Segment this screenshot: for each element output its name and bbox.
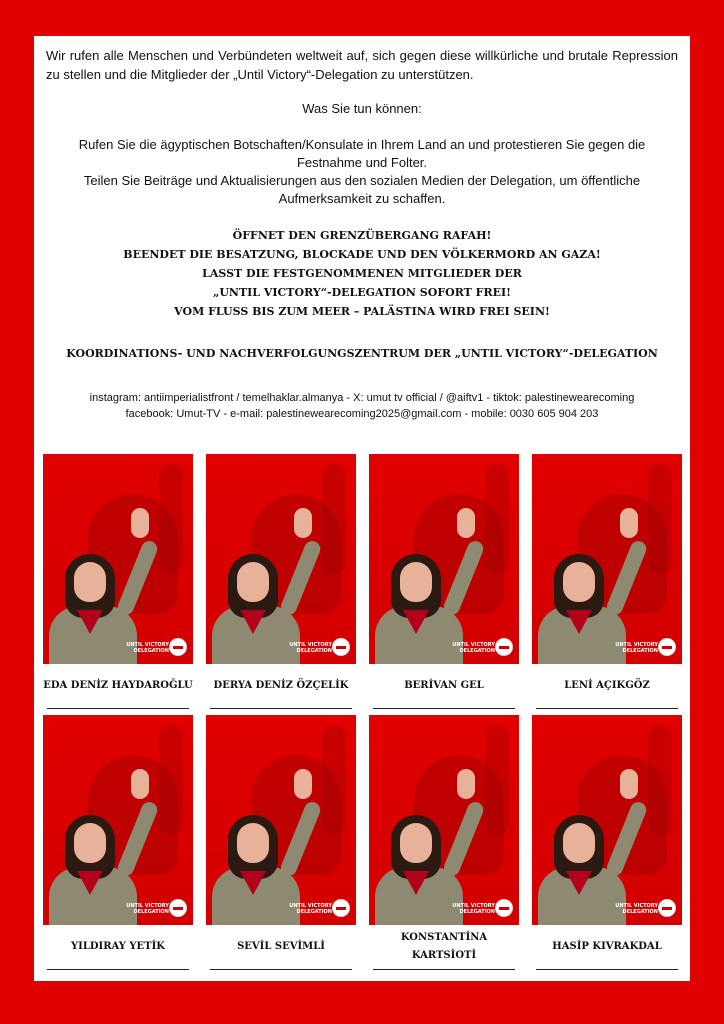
action-item: Teilen Sie Beiträge und Aktualisierungen aus den sozialen Medien der Delegation, um öffentliche Aufmerksamkeit zu schaffen. <box>83 173 641 206</box>
member-photo <box>369 454 519 664</box>
v-sign-hand-icon <box>131 769 149 799</box>
delegation-logo-text: UNTIL VICTORY DELEGATION <box>452 903 495 915</box>
person-face <box>400 562 432 602</box>
member-photo <box>206 454 356 664</box>
delegation-logo-icon <box>495 638 513 656</box>
delegation-logo-text: UNTIL VICTORY DELEGATION <box>289 642 332 654</box>
v-sign-hand-icon <box>457 508 475 538</box>
background-arm <box>648 464 672 574</box>
background-arm <box>648 725 672 835</box>
delegation-logo-icon <box>658 638 676 656</box>
delegation-logo-icon <box>332 899 350 917</box>
v-sign-hand-icon <box>294 508 312 538</box>
member-name: LENİ AÇIKGÖZ <box>564 680 650 691</box>
flyer-sheet <box>34 36 690 981</box>
slogan-line: „UNTIL VICTORY“-DELEGATION SOFORT FREI! <box>213 286 511 299</box>
delegation-logo-icon <box>658 899 676 917</box>
delegation-logo-text: UNTIL VICTORY DELEGATION <box>126 642 169 654</box>
name-underline <box>47 708 189 709</box>
member-photo <box>532 454 682 664</box>
delegation-logo-icon <box>169 638 187 656</box>
name-underline <box>536 969 678 970</box>
action-item: Rufen Sie die ägyptischen Botschaften/Konsulate in Ihrem Land an und protestieren Sie gegen die Festnahme und Folter. <box>78 137 646 170</box>
slogan-line: VOM FLUSS BIS ZUM MEER – PALÄSTINA WIRD FREI SEIN! <box>174 305 550 318</box>
background-arm <box>485 725 509 835</box>
name-underline <box>536 708 678 709</box>
member-photo <box>43 715 193 925</box>
person-face <box>400 823 432 863</box>
name-underline <box>210 969 352 970</box>
name-underline <box>373 969 515 970</box>
background-arm <box>322 725 346 835</box>
v-sign-hand-icon <box>457 769 475 799</box>
person-face <box>563 562 595 602</box>
member-photo <box>206 715 356 925</box>
name-underline <box>210 708 352 709</box>
member-photo <box>369 715 519 925</box>
name-underline <box>47 969 189 970</box>
v-sign-hand-icon <box>620 508 638 538</box>
delegation-logo-text: UNTIL VICTORY DELEGATION <box>452 642 495 654</box>
name-underline <box>373 708 515 709</box>
background-arm <box>159 725 183 835</box>
member-name: DERYA DENİZ ÖZÇELİK <box>213 680 349 691</box>
slogan-line: ÖFFNET DEN GRENZÜBERGANG RAFAH! <box>232 229 492 242</box>
intro-paragraph: Wir rufen alle Menschen und Verbündeten weltweit auf, sich gegen diese willkürliche und brutale Repression zu stellen und die Mitglieder der „Until Victory“-Delegation zu unterstützen. <box>46 48 678 82</box>
member-name: BERİVAN GEL <box>404 680 484 691</box>
member-name: EDA DENİZ HAYDAROĞLU <box>43 680 193 691</box>
person-face <box>237 823 269 863</box>
member-name: KONSTANTİNA KARTSİOTİ <box>400 932 488 961</box>
member-name: HASİP KIVRAKDAL <box>552 941 662 952</box>
person-face <box>74 562 106 602</box>
delegation-logo-text: UNTIL VICTORY DELEGATION <box>615 903 658 915</box>
coordination-center-title: KOORDINATIONS- UND NACHVERFOLGUNGSZENTRUM DER „UNTIL VICTORY“-DELEGATION <box>66 347 658 360</box>
background-arm <box>485 464 509 574</box>
member-photo <box>532 715 682 925</box>
v-sign-hand-icon <box>131 508 149 538</box>
member-name: YILDIRAY YETİK <box>71 941 165 952</box>
delegation-logo-icon <box>495 899 513 917</box>
person-face <box>74 823 106 863</box>
v-sign-hand-icon <box>294 769 312 799</box>
person-face <box>563 823 595 863</box>
slogan-line: BEENDET DIE BESATZUNG, BLOCKADE UND DEN VÖLKERMORD AN GAZA! <box>123 248 601 261</box>
member-photo <box>43 454 193 664</box>
delegation-logo-icon <box>332 638 350 656</box>
delegation-logo-text: UNTIL VICTORY DELEGATION <box>126 903 169 915</box>
member-grid <box>34 36 690 981</box>
background-arm <box>159 464 183 574</box>
delegation-logo-text: UNTIL VICTORY DELEGATION <box>615 642 658 654</box>
person-face <box>237 562 269 602</box>
delegation-logo-icon <box>169 899 187 917</box>
delegation-logo-text: UNTIL VICTORY DELEGATION <box>289 903 332 915</box>
what-you-can-do-heading: Was Sie tun können: <box>302 101 422 116</box>
member-name: SEVİL SEVİMLİ <box>237 941 325 952</box>
background-arm <box>322 464 346 574</box>
contact-line: instagram: antiimperialistfront / temelhaklar.almanya - X: umut tv official / @aiftv1 - tiktok: palestinewearecoming <box>89 392 635 404</box>
contact-line: facebook: Umut-TV - e-mail: palestinewearecoming2025@gmail.com - mobile: 0030 605 904 203 <box>125 408 599 420</box>
slogan-line: LASST DIE FESTGENOMMENEN MITGLIEDER DER <box>202 267 522 280</box>
v-sign-hand-icon <box>620 769 638 799</box>
